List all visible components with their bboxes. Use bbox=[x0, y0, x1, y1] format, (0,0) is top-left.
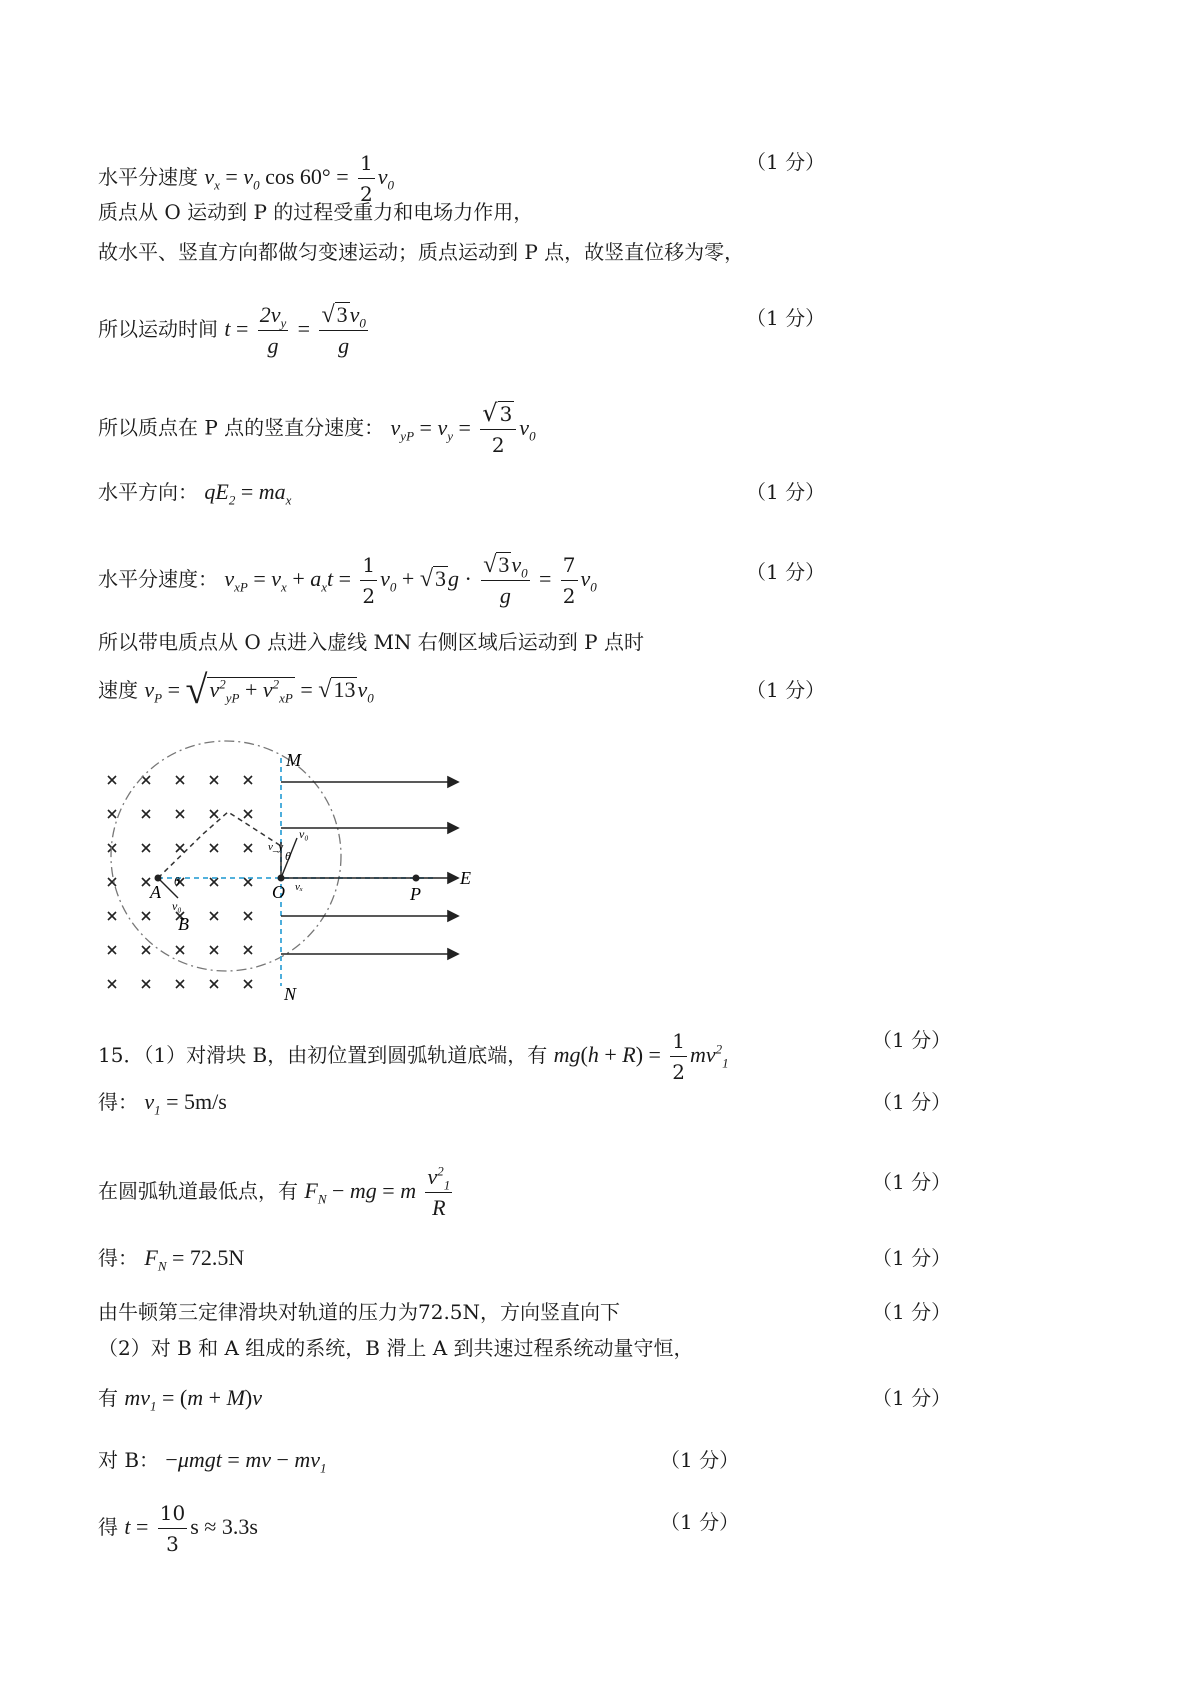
label-o: O bbox=[272, 882, 285, 902]
score-label: （1 分） bbox=[872, 1246, 952, 1270]
field-cross bbox=[176, 946, 184, 954]
score-label: （1 分） bbox=[746, 678, 826, 702]
label-a: A bbox=[150, 882, 161, 902]
score-label: （1 分） bbox=[746, 150, 826, 174]
eq-horizontal-velocity-p: 水平分速度： $v_{xP} = v_x + a_xt$ = $\frac{1}{2}$ $v_0 + √3g$ · $\frac{√3v_0}{g}$ = $\frac{7}{2}$ $v_0$ bbox=[98, 552, 597, 608]
score-label: （1 分） bbox=[872, 1300, 952, 1324]
field-cross bbox=[210, 810, 218, 818]
point-a bbox=[155, 875, 162, 882]
label-vy: v_y bbox=[268, 841, 284, 853]
field-cross bbox=[244, 776, 252, 784]
field-diagram bbox=[98, 738, 498, 1000]
field-cross bbox=[176, 776, 184, 784]
label-b: B bbox=[178, 914, 189, 934]
eq-horizontal-velocity: 水平分速度 $v_x = v_0$ cos 60° = $\frac{1}{2}$ $v_0$ bbox=[98, 148, 394, 209]
field-cross bbox=[210, 878, 218, 886]
point-p bbox=[413, 875, 420, 882]
field-cross bbox=[210, 776, 218, 784]
field-cross bbox=[244, 912, 252, 920]
field-cross bbox=[210, 912, 218, 920]
field-cross bbox=[108, 980, 116, 988]
label-vx: vₓ bbox=[295, 881, 304, 893]
dashed-circle bbox=[111, 741, 341, 971]
field-cross bbox=[142, 912, 150, 920]
eq-horizontal-force: 水平方向： $qE_2 = ma_x$ bbox=[98, 479, 292, 508]
label-e: E bbox=[460, 868, 471, 888]
eq-energy: 15．（1）对滑块 B，由初位置到圆弧轨道底端，有 mg(h + R) = $\frac{1}{2}$ $mv^2_1$ bbox=[98, 1026, 729, 1087]
eq-speed-p: 速度 $v_P = √v^2_{yP} + v^2_{xP} = √13v_0$ bbox=[98, 667, 374, 712]
eq-vertical-velocity: 所以质点在 P 点的竖直分速度： $v_{yP} = v_y$ = $\frac{√ 3}{2}$ $v_0$ bbox=[98, 399, 536, 457]
field-cross bbox=[210, 844, 218, 852]
field-cross bbox=[108, 776, 116, 784]
field-cross bbox=[142, 776, 150, 784]
eq-impulse: 对 B： −μmgt = mv − $mv_1$ bbox=[98, 1447, 327, 1476]
score-label: （1 分） bbox=[746, 306, 826, 330]
field-cross bbox=[176, 980, 184, 988]
label-theta-o: θ bbox=[285, 849, 291, 863]
eq-time-result: 得 t = $\frac{10}{3}$ s ≈ 3.3s bbox=[98, 1498, 258, 1559]
magnetic-field-crosses bbox=[108, 776, 252, 988]
score-label: （1 分） bbox=[872, 1386, 952, 1410]
field-cross bbox=[244, 810, 252, 818]
field-cross bbox=[142, 946, 150, 954]
eq-normal-force: 在圆弧轨道最低点，有 $F_N$ − mg = m $\frac{v^2_1}{R}$ bbox=[98, 1163, 451, 1220]
label-v0-a: v₀ bbox=[172, 899, 182, 913]
score-label: （1 分） bbox=[746, 560, 826, 584]
score-label: （1 分） bbox=[872, 1090, 952, 1114]
label-v0-o: v₀ bbox=[299, 827, 309, 841]
label-p: P bbox=[410, 884, 421, 904]
field-cross bbox=[108, 946, 116, 954]
field-cross bbox=[142, 878, 150, 886]
text-line: 故水平、竖直方向都做匀变速运动；质点运动到 P 点，故竖直位移为零， bbox=[98, 240, 745, 264]
text-line: 所以带电质点从 O 点进入虚线 MN 右侧区域后运动到 P 点时 bbox=[98, 630, 644, 654]
field-cross bbox=[142, 810, 150, 818]
field-cross bbox=[210, 980, 218, 988]
point-o bbox=[278, 875, 285, 882]
field-cross bbox=[244, 980, 252, 988]
score-label: （1 分） bbox=[872, 1170, 952, 1194]
eq-time: 所以运动时间 t = $\frac{2v_y}{g}$ = $\frac{√3v_0}{g}$ bbox=[98, 302, 366, 358]
text-line: 质点从 O 运动到 P 的过程受重力和电场力作用， bbox=[98, 200, 534, 224]
field-cross bbox=[108, 810, 116, 818]
score-label: （1 分） bbox=[660, 1448, 740, 1472]
field-cross bbox=[142, 980, 150, 988]
score-label: （1 分） bbox=[872, 1028, 952, 1052]
eq-v1: 得： $v_1 = 5m/s$ bbox=[98, 1089, 227, 1118]
score-label: （1 分） bbox=[746, 480, 826, 504]
field-cross bbox=[108, 912, 116, 920]
field-cross bbox=[176, 844, 184, 852]
text-line: 由牛顿第三定律滑块对轨道的压力为72.5N，方向竖直向下 bbox=[98, 1300, 621, 1324]
text-line: （2）对 B 和 A 组成的系统，B 滑上 A 到共速过程系统动量守恒， bbox=[98, 1336, 694, 1360]
field-cross bbox=[108, 844, 116, 852]
field-cross bbox=[142, 844, 150, 852]
field-cross bbox=[176, 810, 184, 818]
electric-field-lines bbox=[281, 777, 458, 959]
field-cross bbox=[210, 946, 218, 954]
score-label: （1 分） bbox=[660, 1510, 740, 1534]
eq-fn: 得： $F_N = 72.5N$ bbox=[98, 1245, 245, 1274]
label-m: M bbox=[286, 750, 301, 770]
field-cross bbox=[108, 878, 116, 886]
field-cross bbox=[244, 946, 252, 954]
label-n: N bbox=[284, 984, 297, 1000]
field-cross bbox=[244, 878, 252, 886]
field-cross bbox=[244, 844, 252, 852]
label-theta-a: θ bbox=[174, 874, 180, 888]
eq-momentum: 有 $mv_1 = (m + M)v$ bbox=[98, 1385, 262, 1414]
